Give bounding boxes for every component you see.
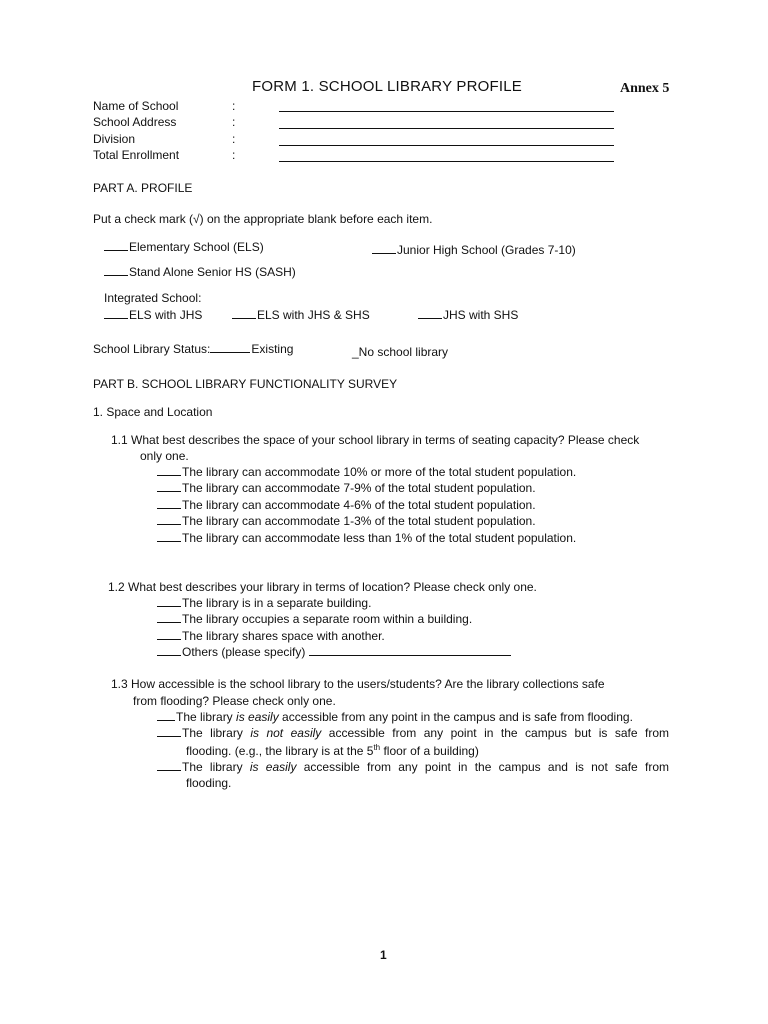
question-1-1-cont: only one. [140, 449, 189, 463]
status-existing-blank[interactable] [210, 342, 250, 353]
q12-option: The library is in a separate building. [157, 596, 371, 610]
option-sash: Stand Alone Senior HS (SASH) [104, 265, 296, 279]
colon: : [232, 148, 236, 162]
checkbox-blank[interactable] [157, 710, 175, 721]
colon: : [232, 132, 236, 146]
part-a-instruction: Put a check mark (√) on the appropriate blank before each item. [93, 212, 433, 226]
q11-option: The library can accommodate 1-3% of the total student population. [157, 514, 536, 528]
option-els: Elementary School (ELS) [104, 240, 264, 254]
checkbox-blank[interactable] [104, 265, 128, 276]
checkbox-blank[interactable] [157, 612, 181, 623]
checkbox-blank[interactable] [157, 514, 181, 525]
checkbox-blank[interactable] [157, 645, 181, 656]
checkbox-blank[interactable] [157, 531, 181, 542]
q11-option: The library can accommodate 7-9% of the total student population. [157, 481, 536, 495]
annex-label: Annex 5 [620, 81, 670, 96]
part-b-heading: PART B. SCHOOL LIBRARY FUNCTIONALITY SURVEY [93, 377, 398, 391]
checkbox-blank[interactable] [157, 629, 181, 640]
option-els-with-jhs: ELS with JHS [104, 308, 202, 322]
q13-option: The library is easily accessible from any point in the campus and is safe from flooding. [157, 710, 633, 724]
school-address-label: School Address [93, 115, 177, 129]
q13-option-cont: flooding. [186, 776, 232, 790]
checkbox-blank[interactable] [157, 481, 181, 492]
school-address-field[interactable] [279, 128, 614, 129]
checkbox-blank[interactable] [372, 243, 396, 254]
checkbox-blank[interactable] [232, 308, 256, 319]
question-1-3-cont: from flooding? Please check only one. [133, 694, 336, 708]
option-jhs: Junior High School (Grades 7-10) [372, 243, 576, 257]
part-a-heading: PART A. PROFILE [93, 181, 193, 195]
q12-option: The library shares space with another. [157, 629, 385, 643]
checkbox-blank[interactable] [157, 726, 181, 737]
q11-option: The library can accommodate less than 1% of the total student population. [157, 531, 576, 545]
status-no-library: _No school library [352, 345, 449, 359]
integrated-school-label: Integrated School: [104, 291, 202, 305]
q13-option-cont: flooding. (e.g., the library is at the 5th floor of a building) [186, 743, 479, 758]
section-space-location: 1. Space and Location [93, 405, 213, 419]
question-1-1: 1.1 What best describes the space of your school library in terms of seating capacity? Please check [111, 433, 640, 447]
division-field[interactable] [279, 145, 614, 146]
question-1-3: 1.3 How accessible is the school library to the users/students? Are the library collections safe [111, 677, 605, 691]
others-specify-field[interactable] [309, 645, 511, 656]
total-enrollment-field[interactable] [279, 161, 614, 162]
q13-option: The library is easily accessible from any point in the campus and is not safe from [157, 760, 669, 774]
q11-option: The library can accommodate 10% or more of the total student population. [157, 465, 576, 479]
checkbox-blank[interactable] [157, 760, 181, 771]
q11-option: The library can accommodate 4-6% of the total student population. [157, 498, 536, 512]
q12-option-others: Others (please specify) [157, 645, 512, 659]
page-number: 1 [380, 948, 387, 962]
checkbox-blank[interactable] [104, 308, 128, 319]
page-title: FORM 1. SCHOOL LIBRARY PROFILE [252, 78, 522, 95]
q12-option: The library occupies a separate room within a building. [157, 612, 472, 626]
library-status: School Library Status: Existing [93, 342, 294, 356]
question-1-2: 1.2 What best describes your library in terms of location? Please check only one. [108, 580, 537, 594]
checkbox-blank[interactable] [418, 308, 442, 319]
option-els-with-jhs-shs: ELS with JHS & SHS [232, 308, 370, 322]
colon: : [232, 115, 236, 129]
checkbox-blank[interactable] [157, 596, 181, 607]
colon: : [232, 99, 236, 113]
checkbox-blank[interactable] [157, 465, 181, 476]
q13-option: The library is not easily accessible from any point in the campus but is safe from [157, 726, 669, 740]
total-enrollment-label: Total Enrollment [93, 148, 180, 162]
checkbox-blank[interactable] [104, 240, 128, 251]
name-of-school-field[interactable] [279, 111, 614, 112]
division-label: Division [93, 132, 136, 146]
name-of-school-label: Name of School [93, 99, 179, 113]
checkbox-blank[interactable] [157, 498, 181, 509]
option-jhs-with-shs: JHS with SHS [418, 308, 518, 322]
